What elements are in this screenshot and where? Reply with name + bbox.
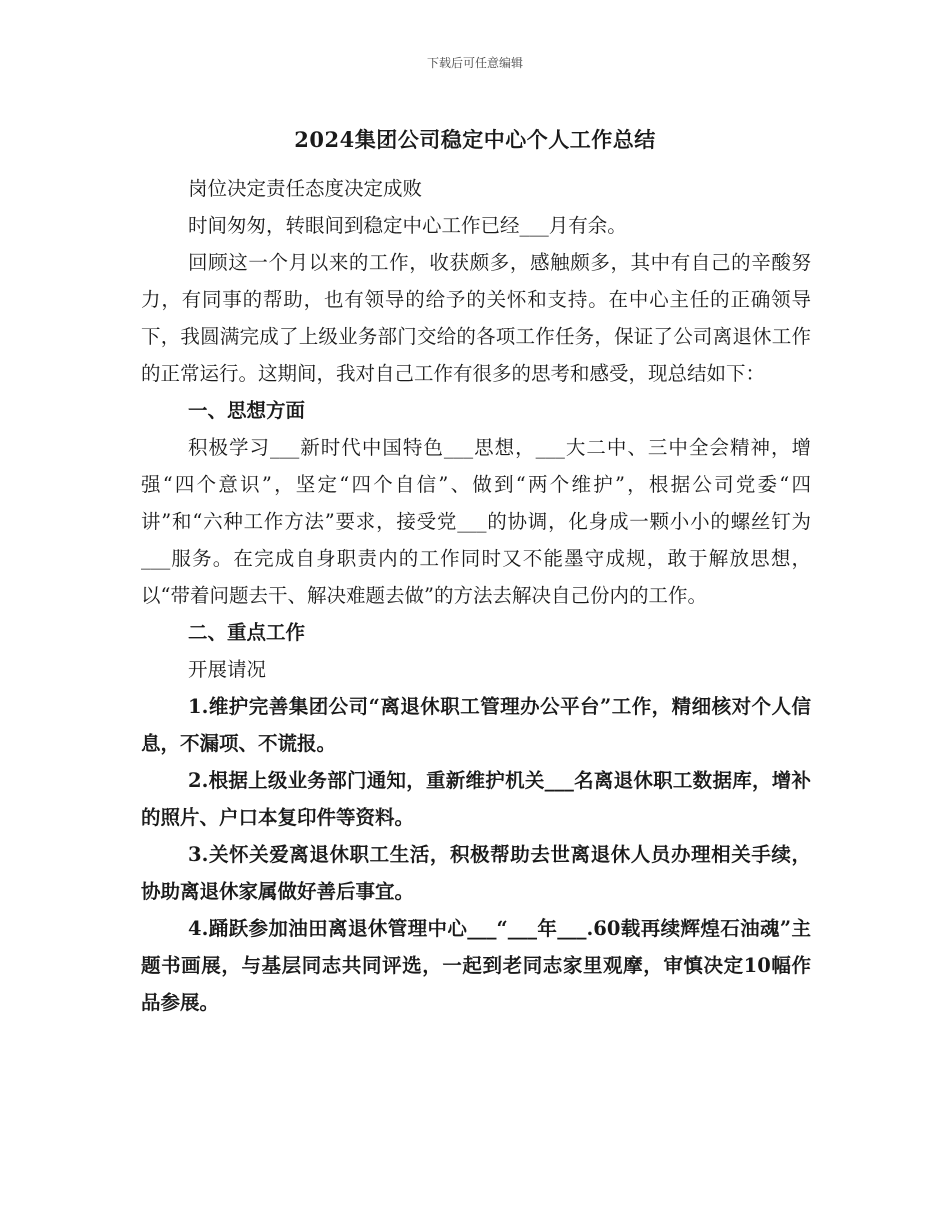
section-heading: 一、思想方面 <box>188 399 306 422</box>
document-title: 2024集团公司稳定中心个人工作总结 <box>294 127 656 152</box>
header-note: 下载后可任意编辑 <box>426 56 523 70</box>
document-body <box>141 170 811 1021</box>
paragraph: 回顾这一个月以来的工作，收获颇多，感触颇多，其中有自己的辛酸努力，有同事的帮助，也有领导的给予的关怀和支持。在中心主任的正确领导下，我圆满完成了上级业务部门交给的各项工作任务，保证了公司离退休工作的正常运行。这期间，我对自己工作有很多的思考和感受，现总结如下： <box>141 251 811 385</box>
list-item: 2.根据上级业务部门通知，重新维护机关___名离退休职工数据库，增补的照片、户口本复印件等资料。 <box>141 769 811 829</box>
paragraph: 时间匆匆，转眼间到稳定中心工作已经___月有余。 <box>188 214 627 237</box>
list-item: 3.关怀关爱离退休职工生活，积极帮助去世离退休人员办理相关手续，协助离退休家属做好善后事宜。 <box>141 843 811 903</box>
section-heading: 二、重点工作 <box>188 621 306 644</box>
paragraph: 积极学习___新时代中国特色___思想，___大二中、三中全会精神，增强“四个意识”，坚定“四个自信”、做到“两个维护”，根据公司党委“四讲”和“六种工作方法”要求，接受党___的协调，化身成一颗小小的螺丝钉为___服务。在完成自身职责内的工作同时又不能墨守成规，敢于解放思想，以“带着问题去干、解决难题去做”的方法去解决自己份内的工作。 <box>141 436 811 607</box>
paragraph: 开展请况 <box>188 658 267 681</box>
paragraph: 岗位决定责任态度决定成败 <box>188 177 423 200</box>
list-item: 4.踊跃参加油田离退休管理中心___“___年___.60载再续辉煌石油魂”主题书画展，与基层同志共同评选，一起到老同志家里观摩，审慎决定10幅作品参展。 <box>141 917 811 1014</box>
list-item: 1.维护完善集团公司“离退休职工管理办公平台”工作，精细核对个人信息，不漏项、不谎报。 <box>141 695 811 755</box>
